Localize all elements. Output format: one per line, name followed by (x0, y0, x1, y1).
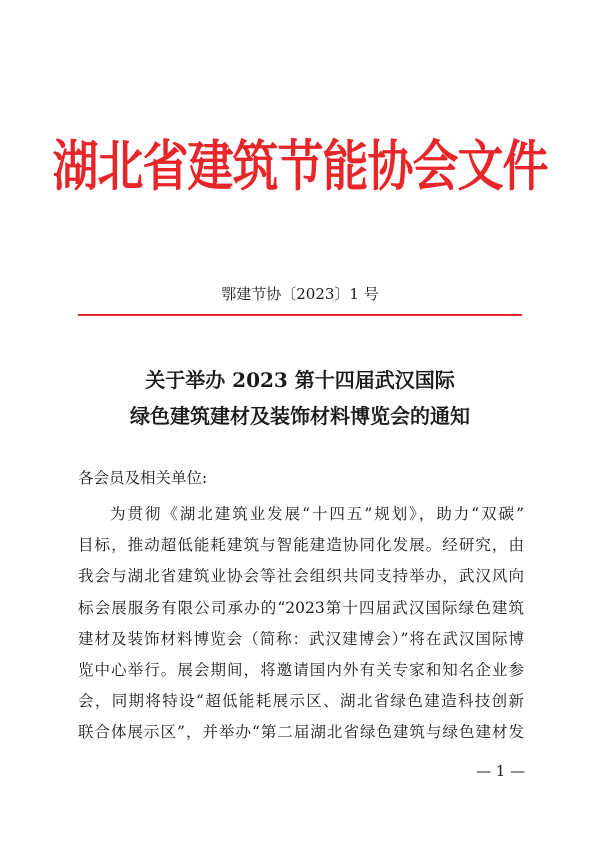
red-divider-rule (78, 314, 522, 316)
page-number: — 1 — (476, 762, 526, 780)
body-line: 目标，推动超低能耗建筑与智能建造协同化发展。经研究，由 (78, 536, 524, 555)
document-number: 鄂建节协〔2023〕1 号 (221, 285, 379, 303)
body-line: 会，同期将特设“超低能耗展示区、湖北省绿色建造科技创新 (78, 692, 524, 711)
body-line: 联合体展示区”，并举办“第二届湖北省绿色建筑与绿色建材发 (78, 723, 524, 742)
salutation: 各会员及相关单位: (78, 469, 208, 487)
body-line: 览中心举行。展会期间，将邀请国内外有关专家和知名企业参 (78, 661, 524, 680)
body-line: 标会展服务有限公司承办的“2023第十四届武汉国际绿色建筑 (78, 598, 524, 617)
body-text (78, 499, 524, 749)
body-line: 为贯彻《湖北建筑业发展“十四五”规划》，助力“双碳” (110, 505, 524, 523)
notice-title-line-2: 绿色建筑建材及装饰材料博览会的通知 (130, 404, 470, 428)
body-line: 我会与湖北省建筑业协会等社会组织共同支持举办，武汉风向 (78, 567, 524, 586)
body-line: 建材及装饰材料博览会（简称：武汉建博会）”将在武汉国际博 (78, 629, 524, 648)
notice-title-line-1: 关于举办 2023 第十四届武汉国际 (145, 368, 455, 392)
masthead-title (0, 136, 600, 196)
masthead-text: 湖北省建筑节能协会文件 (52, 134, 548, 198)
